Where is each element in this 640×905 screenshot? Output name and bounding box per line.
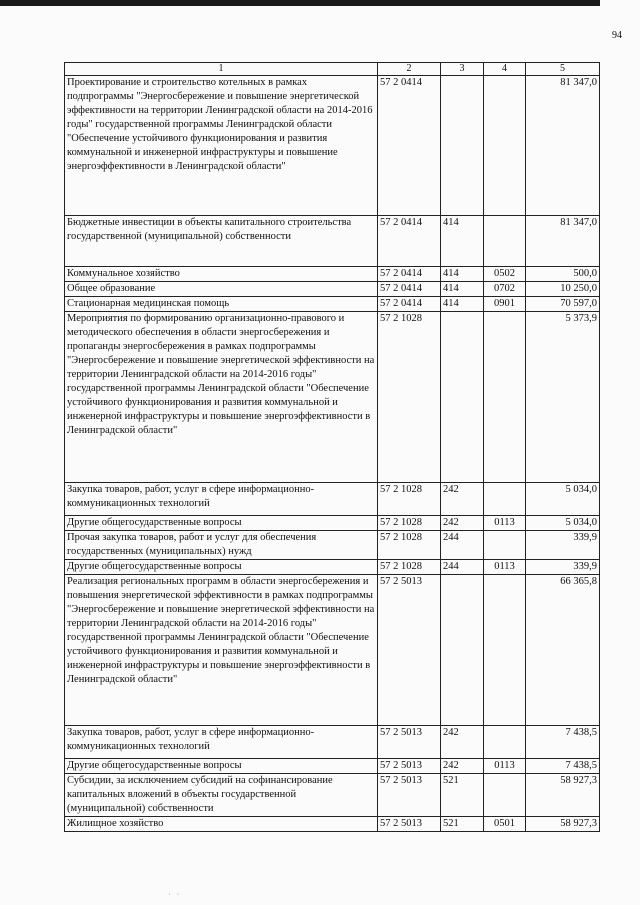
row-name: Субсидии, за исключением субсидий на софинансирование капитальных вложений в объекты государственной (муниципальной) собственности	[65, 774, 378, 817]
row-name: Реализация региональных программ в области энергосбережения и повышения энергетической эффективности в рамках подпрограммы "Энергосбережение и повышение энергетической эффективности на территории Ленинградской области на 2014-2016 годы" государственной программы Ленинградской области "Обеспечение устойчивого функционирования и развития коммунальной и инженерной инфраструктуры и повышение энергоэффективности в Ленинградской области"	[65, 575, 378, 726]
row-amount: 339,9	[526, 560, 600, 575]
table-row	[65, 531, 600, 560]
row-amount: 5 034,0	[526, 516, 600, 531]
row-section-code: 0113	[484, 560, 526, 575]
row-target-code: 57 2 5013	[378, 575, 441, 726]
row-expense-type: 244	[441, 560, 484, 575]
row-target-code: 57 2 0414	[378, 267, 441, 282]
row-section-code: 0113	[484, 759, 526, 774]
header-col-3: 3	[441, 63, 484, 76]
row-section-code	[484, 726, 526, 759]
table-row	[65, 575, 600, 726]
table-row	[65, 759, 600, 774]
row-amount: 70 597,0	[526, 297, 600, 312]
row-amount: 81 347,0	[526, 216, 600, 267]
top-border-rule	[0, 0, 600, 6]
table-row	[65, 483, 600, 516]
header-row	[65, 63, 600, 76]
row-target-code: 57 2 5013	[378, 726, 441, 759]
row-name: Жилищное хозяйство	[65, 817, 378, 832]
row-expense-type: 242	[441, 726, 484, 759]
row-section-code: 0113	[484, 516, 526, 531]
row-expense-type: 414	[441, 267, 484, 282]
row-name: Другие общегосударственные вопросы	[65, 560, 378, 575]
row-section-code: 0901	[484, 297, 526, 312]
row-amount: 5 034,0	[526, 483, 600, 516]
table-row	[65, 267, 600, 282]
row-amount: 7 438,5	[526, 759, 600, 774]
row-name: Прочая закупка товаров, работ и услуг для обеспечения государственных (муниципальных) нужд	[65, 531, 378, 560]
row-target-code: 57 2 1028	[378, 312, 441, 483]
row-target-code: 57 2 5013	[378, 774, 441, 817]
row-amount: 58 927,3	[526, 817, 600, 832]
row-target-code: 57 2 1028	[378, 483, 441, 516]
row-target-code: 57 2 0414	[378, 282, 441, 297]
row-expense-type	[441, 76, 484, 216]
row-expense-type: 521	[441, 817, 484, 832]
row-amount: 339,9	[526, 531, 600, 560]
row-target-code: 57 2 1028	[378, 560, 441, 575]
row-section-code	[484, 216, 526, 267]
row-name: Коммунальное хозяйство	[65, 267, 378, 282]
row-target-code: 57 2 5013	[378, 759, 441, 774]
row-section-code: 0702	[484, 282, 526, 297]
row-target-code: 57 2 0414	[378, 297, 441, 312]
row-amount: 10 250,0	[526, 282, 600, 297]
row-amount: 81 347,0	[526, 76, 600, 216]
row-amount: 58 927,3	[526, 774, 600, 817]
row-expense-type: 414	[441, 282, 484, 297]
row-name: Общее образование	[65, 282, 378, 297]
row-expense-type	[441, 312, 484, 483]
row-section-code: 0502	[484, 267, 526, 282]
table-row	[65, 774, 600, 817]
row-section-code	[484, 312, 526, 483]
header-col-1: 1	[65, 63, 378, 76]
row-target-code: 57 2 0414	[378, 216, 441, 267]
page-number: 94	[612, 30, 622, 41]
table-row	[65, 76, 600, 216]
table-row	[65, 282, 600, 297]
header-col-2: 2	[378, 63, 441, 76]
row-amount: 500,0	[526, 267, 600, 282]
row-target-code: 57 2 5013	[378, 817, 441, 832]
table-row	[65, 312, 600, 483]
row-section-code	[484, 531, 526, 560]
row-section-code	[484, 76, 526, 216]
row-name: Стационарная медицинская помощь	[65, 297, 378, 312]
row-name: Мероприятия по формированию организационно-правового и методического обеспечения в области энергосбережения и пропаганды энергосбережения в рамках подпрограммы "Энергосбережение и повышение энергетической эффективности на территории Ленинградской области на 2014-2016 годы" государственной программы Ленинградской области "Обеспечение устойчивого функционирования и развития коммунальной и инженерной инфраструктуры и повышение энергоэффективности в Ленинградской области"	[65, 312, 378, 483]
row-amount: 5 373,9	[526, 312, 600, 483]
row-section-code: 0501	[484, 817, 526, 832]
table-row	[65, 817, 600, 832]
scan-specks: · ·	[168, 890, 182, 899]
row-expense-type: 521	[441, 774, 484, 817]
row-expense-type: 242	[441, 759, 484, 774]
header-col-4: 4	[484, 63, 526, 76]
row-name: Проектирование и строительство котельных в рамках подпрограммы "Энергосбережение и повышение энергетической эффективности на территории Ленинградской области на 2014-2016 годы" государственной программы Ленинградской области "Обеспечение устойчивого функционирования и развития коммунальной и инженерной инфраструктуры и повышение энергоэффективности в Ленинградской области"	[65, 76, 378, 216]
row-amount: 7 438,5	[526, 726, 600, 759]
row-expense-type: 244	[441, 531, 484, 560]
row-name: Другие общегосударственные вопросы	[65, 759, 378, 774]
table-row	[65, 297, 600, 312]
row-section-code	[484, 774, 526, 817]
table-row	[65, 216, 600, 267]
row-expense-type: 414	[441, 297, 484, 312]
table-row	[65, 516, 600, 531]
row-section-code	[484, 483, 526, 516]
row-target-code: 57 2 0414	[378, 76, 441, 216]
row-expense-type: 242	[441, 483, 484, 516]
row-name: Бюджетные инвестиции в объекты капитального строительства государственной (муниципальной) собственности	[65, 216, 378, 267]
header-col-5: 5	[526, 63, 600, 76]
table-row	[65, 560, 600, 575]
row-expense-type	[441, 575, 484, 726]
row-target-code: 57 2 1028	[378, 531, 441, 560]
table-row	[65, 726, 600, 759]
row-target-code: 57 2 1028	[378, 516, 441, 531]
row-amount: 66 365,8	[526, 575, 600, 726]
row-expense-type: 414	[441, 216, 484, 267]
row-expense-type: 242	[441, 516, 484, 531]
row-name: Закупка товаров, работ, услуг в сфере информационно-коммуникационных технологий	[65, 726, 378, 759]
budget-table	[64, 62, 600, 832]
row-section-code	[484, 575, 526, 726]
row-name: Закупка товаров, работ, услуг в сфере информационно-коммуникационных технологий	[65, 483, 378, 516]
row-name: Другие общегосударственные вопросы	[65, 516, 378, 531]
